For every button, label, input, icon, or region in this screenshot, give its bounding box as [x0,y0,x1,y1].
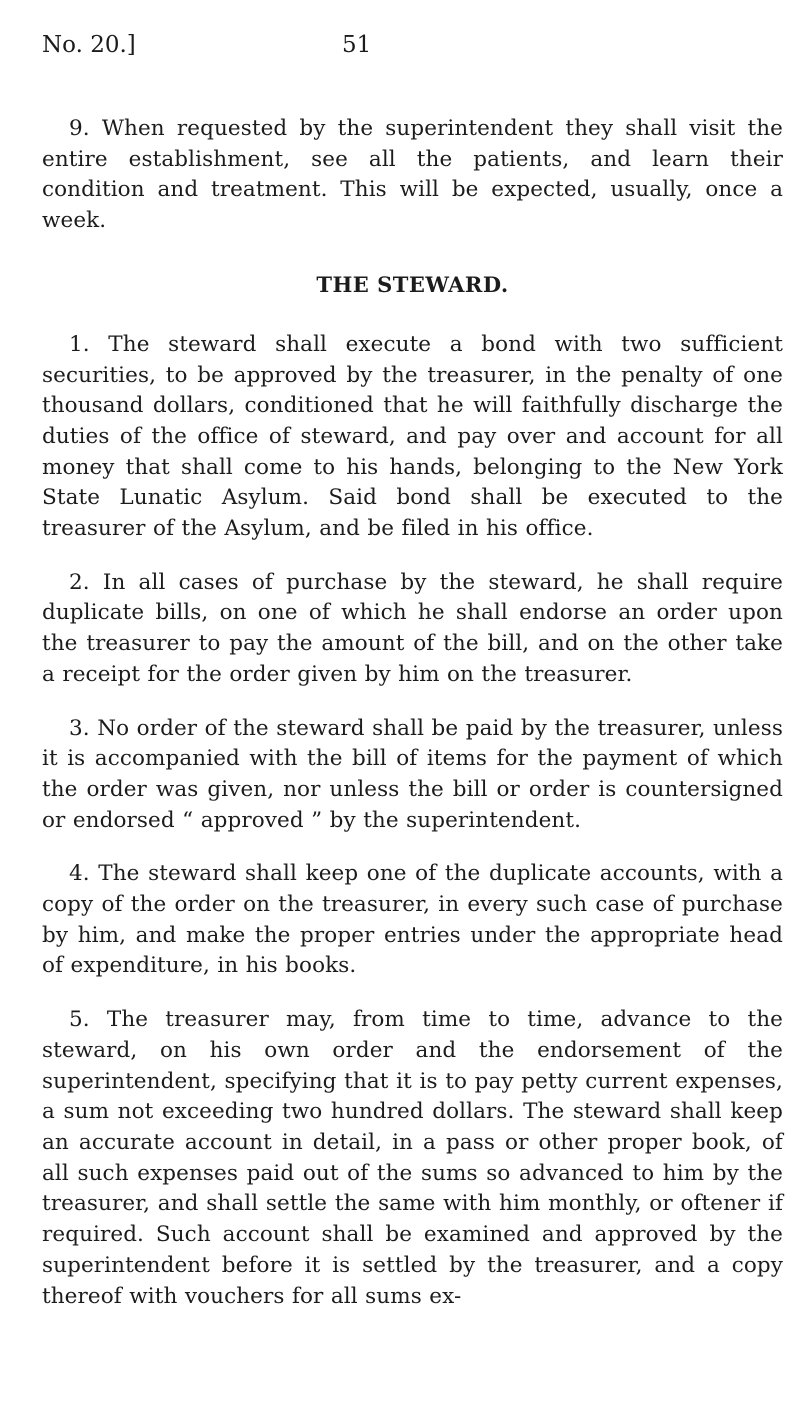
paragraph-3: 3. No order of the steward shall be paid by the treasurer, unless it is accompanied with the bill of items for the payment of which the order was given, nor unless the bill or order is countersigned or endorsed “ approved ” by the superintendent. [42,715,783,833]
page-number: 51 [342,32,372,58]
paragraph-9: 9. When requested by the superintendent they shall visit the entire establishment, see all the patients, and learn their condition and treatment. This will be expected, usually, once a week. [42,116,783,234]
running-head [42,32,762,66]
paragraph-4: 4. The steward shall keep one of the duplicate accounts, with a copy of the order on the treasurer, in every such case of purchase by him, and make the proper entries under the appropriate head of expenditure, in his books. [42,861,783,979]
body-text [42,114,783,1312]
section-heading: THE STEWARD. [316,271,509,297]
paragraph-1: 1. The steward shall execute a bond with two sufficient securities, to be approved by the treasurer, in the penalty of one thousand dollars, conditioned that he will faithfully discharge the duties of the office of steward, and pay over and account for all money that shall come to his hands, belonging to the New York State Lunatic Asylum. Said bond shall be executed to the treasurer of the Asylum, and be filed in his office. [42,331,783,542]
paragraph-2: 2. In all cases of purchase by the steward, he shall require duplicate bills, on one of which he shall endorse an order upon the treasurer to pay the amount of the bill, and on the other take a receipt for the order given by him on the treasurer. [42,569,783,687]
paragraph-5: 5. The treasurer may, from time to time, advance to the steward, on his own order and the endorsement of the superintendent, specifying that it is to pay petty current expenses, a sum not exceeding two hundred dollars. The steward shall keep an accurate account in detail, in a pass or other proper book, of all such expenses paid out of the sums so advanced to him by the treasurer, and shall settle the same with him monthly, or oftener if required. Such account shall be examined and approved by the superintendent before it is settled by the treasurer, and a copy thereof with vouchers for all sums ex- [42,1007,783,1309]
issue-number: No. 20.] [42,32,136,58]
